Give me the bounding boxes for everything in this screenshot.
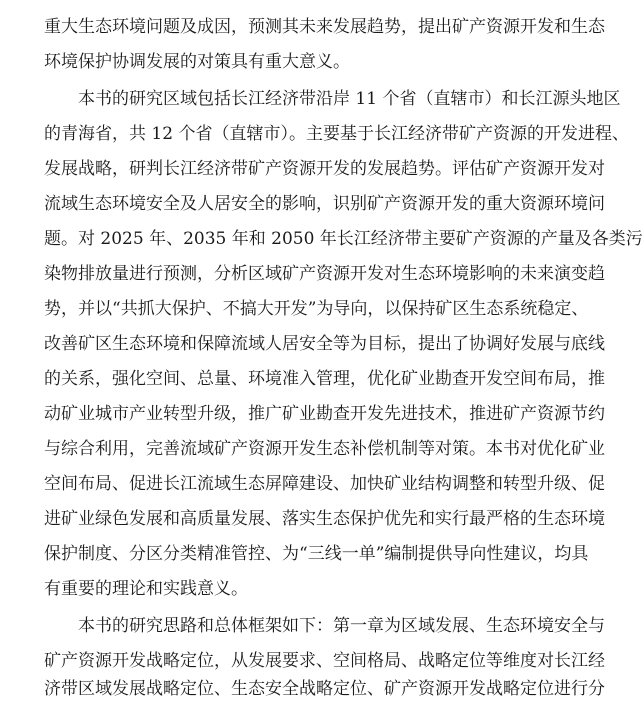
text-line: 重大生态环境问题及成因，预测其未来发展趋势，提出矿产资源开发和生态 xyxy=(44,17,605,37)
text-line: 染物排放量进行预测，分析区域矿产资源开发对生态环境影响的未来演变趋 xyxy=(44,264,605,284)
text-line: 的关系，强化空间、总量、环境准入管理，优化矿业勘查开发空间布局，推 xyxy=(44,369,605,389)
text-line: 本书的研究区域包括长江经济带沿岸 11 个省（直辖市）和长江源头地区 xyxy=(78,89,621,109)
text-line: 势，并以“共抓大保护、不搞大开发”为导向，以保持矿区生态系统稳定、 xyxy=(44,299,589,319)
text-line: 与综合利用，完善流域矿产资源开发生态补偿机制等对策。本书对优化矿业 xyxy=(44,439,605,459)
text-line: 济带区域发展战略定位、生态安全战略定位、矿产资源开发战略定位进行分 xyxy=(44,679,605,699)
text-line: 动矿业城市产业转型升级，推广矿业勘查开发先进技术，推进矿产资源节约 xyxy=(44,404,605,424)
text-line: 保护制度、分区分类精准管控、为“三线一单”编制提供导向性建议，均具 xyxy=(44,544,589,564)
text-line: 的青海省，共 12 个省（直辖市）。主要基于长江经济带矿产资源的开发进程、 xyxy=(44,124,629,144)
text-line: 改善矿区生态环境和保障流域人居安全等为目标，提出了协调好发展与底线 xyxy=(44,334,605,354)
text-line: 本书的研究思路和总体框架如下：第一章为区域发展、生态环境安全与 xyxy=(78,616,605,636)
text-line: 空间布局、促进长江流域生态屏障建设、加快矿业结构调整和转型升级、促 xyxy=(44,474,605,494)
text-line: 题。对 2025 年、2035 年和 2050 年长江经济带主要矿产资源的产量及各类污 xyxy=(44,229,643,249)
text-line: 发展战略，研判长江经济带矿产资源开发的发展趋势。评估矿产资源开发对 xyxy=(44,159,605,179)
text-line: 矿产资源开发战略定位，从发展要求、空间格局、战略定位等维度对长江经 xyxy=(44,651,605,671)
text-line: 有重要的理论和实践意义。 xyxy=(44,579,248,599)
text-line: 进矿业绿色发展和高质量发展、落实生态保护优先和实行最严格的生态环境 xyxy=(44,509,605,529)
text-line: 流域生态环境安全及人居安全的影响，识别矿产资源开发的重大资源环境问 xyxy=(44,194,605,214)
text-line: 环境保护协调发展的对策具有重大意义。 xyxy=(44,52,350,72)
